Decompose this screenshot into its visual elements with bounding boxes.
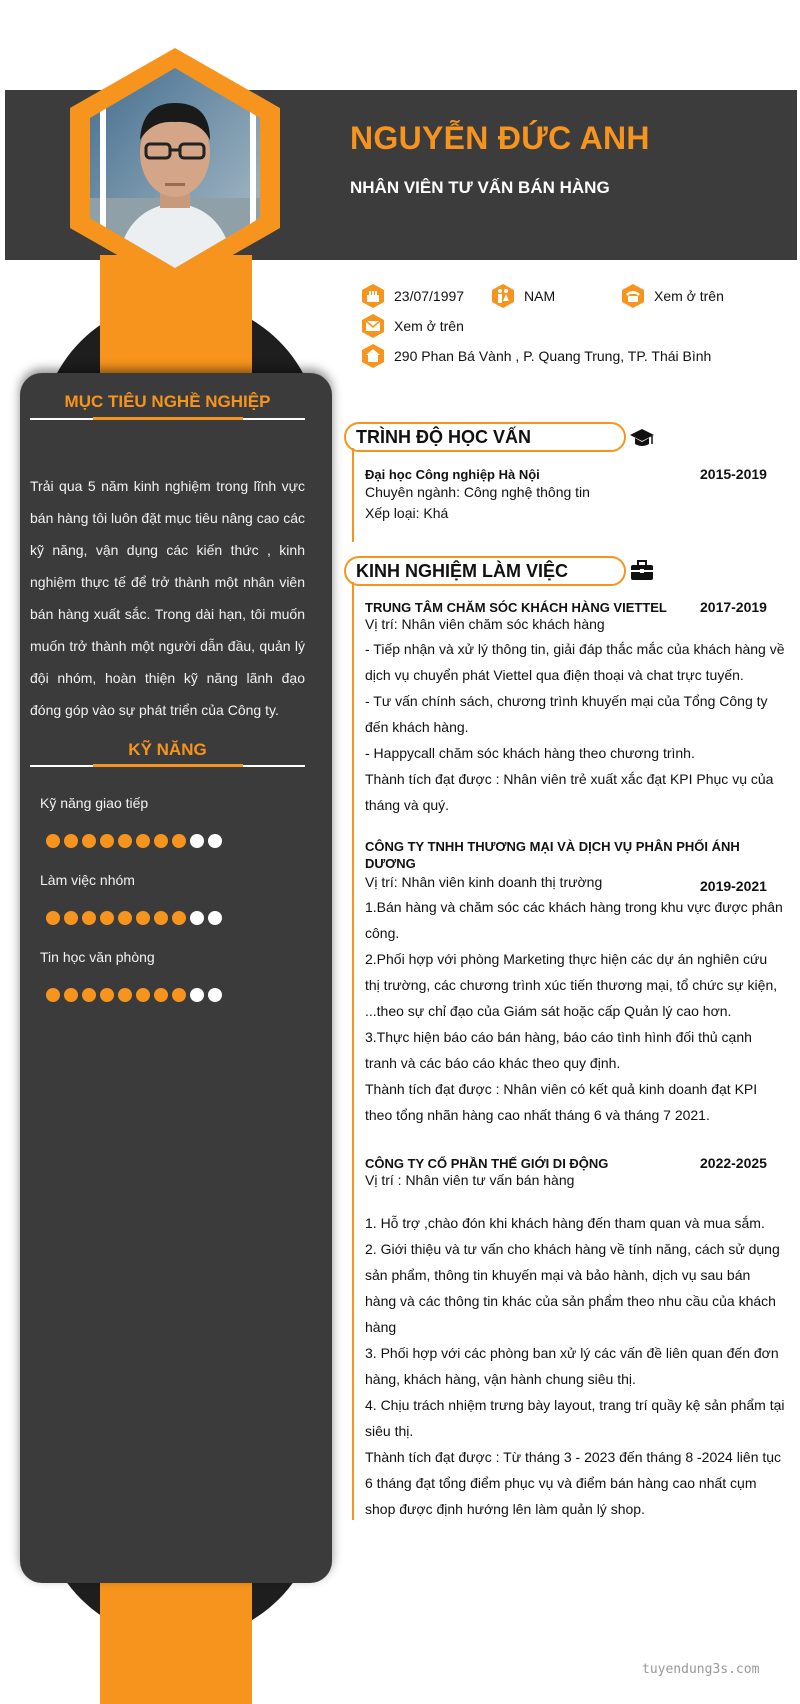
objective-divider (30, 418, 305, 420)
rating-dot (46, 988, 60, 1002)
duty-item: Thành tích đạt được : Nhân viên có kết quả kinh doanh đạt KPI theo tổng nhãn hàng cao nhất tháng 6 và tháng 7 2021. (365, 1081, 758, 1123)
education-heading: TRÌNH ĐỘ HỌC VẤN (344, 422, 626, 452)
rating-dot (100, 834, 114, 848)
rating-dot (82, 988, 96, 1002)
job-title: NHÂN VIÊN TƯ VẤN BÁN HÀNG (350, 178, 610, 197)
rating-dot (64, 911, 78, 925)
rating-dot (154, 988, 168, 1002)
gender: NAM (524, 288, 556, 304)
job-years: 2017-2019 (700, 599, 767, 615)
rating-dot (82, 911, 96, 925)
duty-item: Thành tích đạt được : Từ tháng 3 - 2023 đến tháng 8 -2024 liên tục 6 tháng đạt tổng điểm phục vụ và điểm bán hàng cao nhất cụm shop được định hướng lên làm quản lý shop. (365, 1449, 782, 1517)
rating-dot (208, 834, 222, 848)
grade: Xếp loại: Khá (365, 505, 449, 521)
rating-dot (172, 988, 186, 1002)
rating-dot (172, 834, 186, 848)
rating-dot (82, 834, 96, 848)
rating-dot (136, 834, 150, 848)
rating-dot (190, 834, 204, 848)
rating-dot (136, 988, 150, 1002)
job-years: 2022-2025 (700, 1155, 767, 1171)
address: 290 Phan Bá Vành , P. Quang Trung, TP. Thái Bình (394, 348, 712, 364)
rating-dot (136, 911, 150, 925)
candidate-name: NGUYỄN ĐỨC ANH (350, 120, 650, 156)
rating-dot (64, 988, 78, 1002)
job-duties (365, 636, 785, 818)
duty-item: Thành tích đạt được : Nhân viên trẻ xuất xắc đạt KPI Phục vụ của tháng và quý. (365, 771, 774, 813)
experience-heading: KINH NGHIỆM LÀM VIỆC (344, 556, 626, 586)
rating-dot (46, 911, 60, 925)
email: Xem ở trên (394, 318, 464, 334)
rating-dot (208, 988, 222, 1002)
birthday-cake-icon (360, 283, 386, 309)
duty-item: - Tiếp nhận và xử lý thông tin, giải đáp thắc mắc của khách hàng về dịch vụ chuyển phát Viettel qua điện thoại và chat trực tuyến. (365, 641, 785, 683)
rating-dot (118, 834, 132, 848)
birthday: 23/07/1997 (394, 288, 465, 304)
job-position: Vị trí: Nhân viên kinh doanh thị trường (365, 874, 603, 890)
duty-item: - Happycall chăm sóc khách hàng theo chương trình. (365, 745, 695, 761)
rating-dot (100, 911, 114, 925)
gender-icon (490, 283, 516, 309)
rating-dot (100, 988, 114, 1002)
duty-item: 1. Hỗ trợ ,chào đón khi khách hàng đến tham quan và mua sắm. (365, 1215, 765, 1231)
skill-name: Làm việc nhóm (40, 872, 135, 888)
rating-dot (118, 911, 132, 925)
rating-dot (208, 911, 222, 925)
job-duties (365, 894, 785, 1128)
job-position: Vị trí : Nhân viên tư vấn bán hàng (365, 1172, 575, 1188)
objective-text: Trải qua 5 năm kinh nghiệm trong lĩnh vực bán hàng tôi luôn đặt mục tiêu nâng cao các kỹ năng, vận dụng các kiến thức , kinh nghiệm thực tế để trở thành một nhân viên bán hàng xuất sắc. Trong dài hạn, tôi muốn muốn trở thành một người dẫn đầu, quản lý đội nhóm, hoàn thiện kỹ năng lãnh đạo đóng góp vào sự phát triển của Công ty. (30, 478, 305, 718)
rating-dot (46, 834, 60, 848)
duty-item: 3.Thực hiện báo cáo bán hàng, báo cáo tình hình đối thủ cạnh tranh và các báo cáo khác theo quy định. (365, 1029, 752, 1071)
duty-item: 3. Phối hợp với các phòng ban xử lý các vấn đề liên quan đến đơn hàng, khách hàng, vận hành chung siêu thị. (365, 1345, 779, 1387)
skill-rating (46, 911, 222, 925)
skill-name: Tin học văn phòng (40, 949, 155, 965)
rating-dot (154, 834, 168, 848)
job-years: 2019-2021 (700, 878, 767, 894)
duty-item: 2. Giới thiệu và tư vấn cho khách hàng về tính năng, cách sử dụng sản phẩm, thông tin khuyến mại và bảo hành, dịch vụ sau bán hàng và các thông tin khác của sản phẩm theo nhu cầu của khách hàng (365, 1241, 780, 1335)
rating-dot (154, 911, 168, 925)
skills-heading: KỸ NĂNG (128, 740, 207, 759)
company-name: CÔNG TY CỔ PHẦN THẾ GIỚI DI ĐỘNG (365, 1156, 609, 1171)
major: Chuyên ngành: Công nghệ thông tin (365, 484, 590, 500)
rating-dot (190, 911, 204, 925)
watermark: tuyendung3s.com (642, 1662, 760, 1677)
objective-heading: MỤC TIÊU NGHỀ NGHIỆP (64, 392, 271, 411)
job-position: Vị trí: Nhân viên chăm sóc khách hàng (365, 616, 605, 632)
skill-rating (46, 834, 222, 848)
company-name: CÔNG TY TNHH THƯƠNG MẠI VÀ DỊCH VỤ PHÂN PHỐI ÁNH DƯƠNG (365, 839, 740, 871)
skills-divider (30, 765, 305, 767)
graduation-cap-icon (628, 424, 656, 452)
duty-item: - Tư vấn chính sách, chương trình khuyến mại của Tổng Công ty đến khách hàng. (365, 693, 768, 735)
rating-dot (64, 834, 78, 848)
rating-dot (118, 988, 132, 1002)
education-years: 2015-2019 (700, 466, 767, 482)
school-name: Đại học Công nghiệp Hà Nội (365, 467, 540, 482)
job-duties (365, 1210, 785, 1522)
duty-item: 4. Chịu trách nhiệm trưng bày layout, trang trí quầy kệ sản phẩm tại siêu thị. (365, 1397, 785, 1439)
home-icon (360, 343, 386, 369)
company-name: TRUNG TÂM CHĂM SÓC KHÁCH HÀNG VIETTEL (365, 600, 667, 615)
education-timeline (352, 448, 354, 542)
rating-dot (172, 911, 186, 925)
email-icon (360, 313, 386, 339)
avatar (60, 48, 290, 288)
rating-dot (190, 988, 204, 1002)
skill-rating (46, 988, 222, 1002)
skill-name: Kỹ năng giao tiếp (40, 795, 149, 811)
experience-timeline (352, 582, 354, 1520)
briefcase-icon (628, 556, 656, 584)
orange-strip-bottom (100, 1570, 252, 1704)
duty-item: 2.Phối hợp với phòng Marketing thực hiện các dự án nghiên cứu thị trường, các chương trình xúc tiến thương mại, tổ chức sự kiện, ...theo sự chỉ đạo của Giám sát hoặc cấp Quản lý cao hơn. (365, 951, 778, 1019)
phone-icon (620, 283, 646, 309)
phone: Xem ở trên (654, 288, 724, 304)
duty-item: 1.Bán hàng và chăm sóc các khách hàng trong khu vực được phân công. (365, 899, 783, 941)
